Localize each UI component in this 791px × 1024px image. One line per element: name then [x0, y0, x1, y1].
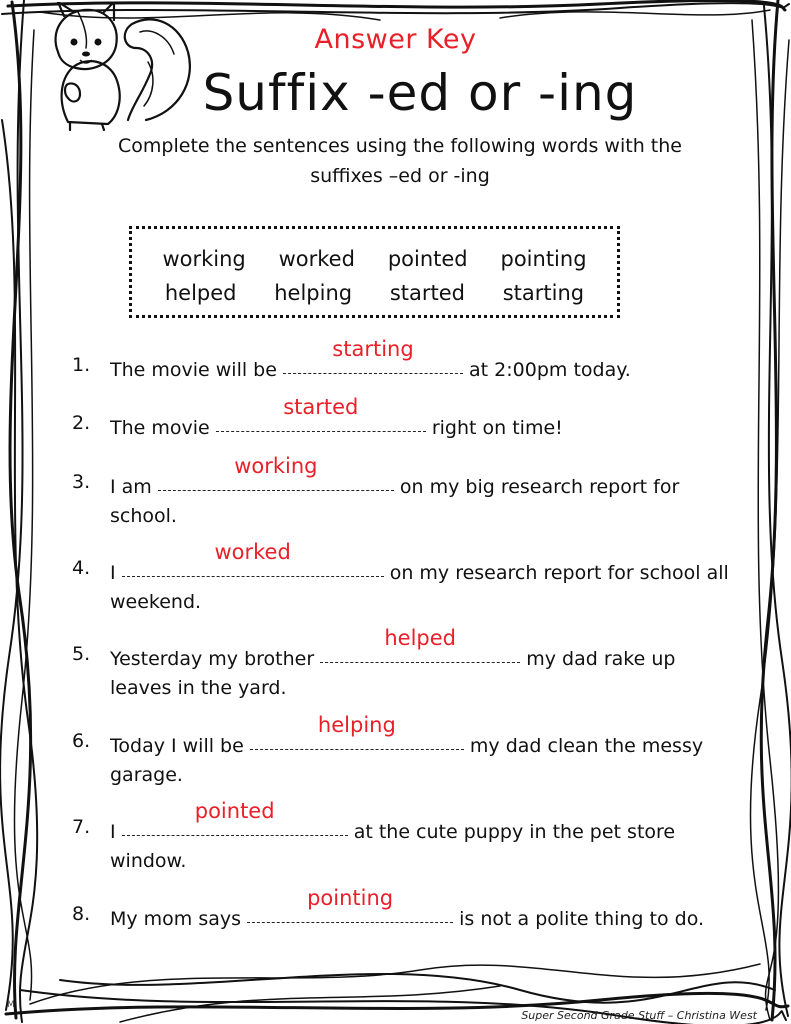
word-bank [129, 226, 620, 318]
answer-blank[interactable] [216, 395, 426, 434]
answer-text: helping [317, 713, 396, 737]
word-bank-word: started [389, 281, 465, 305]
question-number: 5. [72, 643, 91, 665]
question-text-after: right on time! [431, 417, 563, 439]
answer-text: pointing [307, 886, 394, 910]
question-text-before: Yesterday my brother [110, 648, 315, 670]
question-text-after: is not a polite thing to do. [459, 908, 705, 930]
question-text-after: on my big research report for school. [110, 476, 680, 527]
word-bank-word: worked [278, 247, 355, 271]
question-text-after: at the cute puppy in the pet store window. [110, 821, 676, 872]
answer-blank[interactable] [122, 540, 384, 579]
question-text-before: My mom says [110, 908, 242, 930]
question-number: 2. [72, 412, 91, 434]
word-bank-row-2 [132, 281, 617, 305]
question-number: 7. [72, 816, 91, 838]
question-text-before: I am [110, 476, 152, 498]
question-number: 1. [72, 354, 91, 376]
question-text-before: The movie [110, 417, 210, 439]
question-text-after: on my research report for school all weekend. [110, 562, 729, 613]
question-number: 3. [72, 471, 91, 493]
question-number: 6. [72, 730, 91, 752]
question-text-before: Today I will be [110, 735, 244, 757]
answer-blank[interactable] [283, 337, 463, 376]
page-title: Suffix -ed or -ing [202, 64, 638, 122]
question-text-after: my dad rake up leaves in the yard. [110, 648, 676, 699]
instructions: Complete the sentences using the following words with the suffixes –ed or -ing [118, 135, 682, 187]
answer-blank[interactable] [320, 626, 520, 665]
answer-key-label: Answer Key [314, 24, 477, 55]
question-text-before: I [110, 821, 116, 843]
answer-blank[interactable] [122, 799, 348, 838]
word-bank-word: starting [502, 281, 585, 305]
word-bank-word: pointing [500, 247, 587, 271]
question-text-after: at 2:00pm today. [469, 359, 631, 381]
question-text-after: my dad clean the messy garage. [110, 735, 704, 786]
answer-text: started [283, 395, 359, 419]
word-bank-word: helped [164, 281, 237, 305]
question-text-before: The movie will be [110, 359, 277, 381]
question-text-before: I [110, 562, 116, 584]
corner-mark: M [7, 1000, 15, 1010]
answer-blank[interactable] [250, 713, 464, 752]
word-bank-word: helping [274, 281, 353, 305]
word-bank-word: working [162, 247, 246, 271]
answer-text: pointed [194, 799, 275, 823]
question-number: 4. [72, 557, 91, 579]
answer-text: starting [332, 337, 414, 361]
word-bank-word: pointed [387, 247, 468, 271]
answer-blank[interactable] [158, 454, 394, 493]
word-bank-row-1 [132, 247, 617, 271]
answer-text: worked [214, 540, 291, 564]
question-number: 8. [72, 903, 91, 925]
answer-text: working [234, 454, 318, 478]
answer-blank[interactable] [247, 886, 453, 925]
footer-credit: Super Second Grade Stuff – Christina West [521, 1009, 757, 1022]
answer-text: helped [384, 626, 457, 650]
